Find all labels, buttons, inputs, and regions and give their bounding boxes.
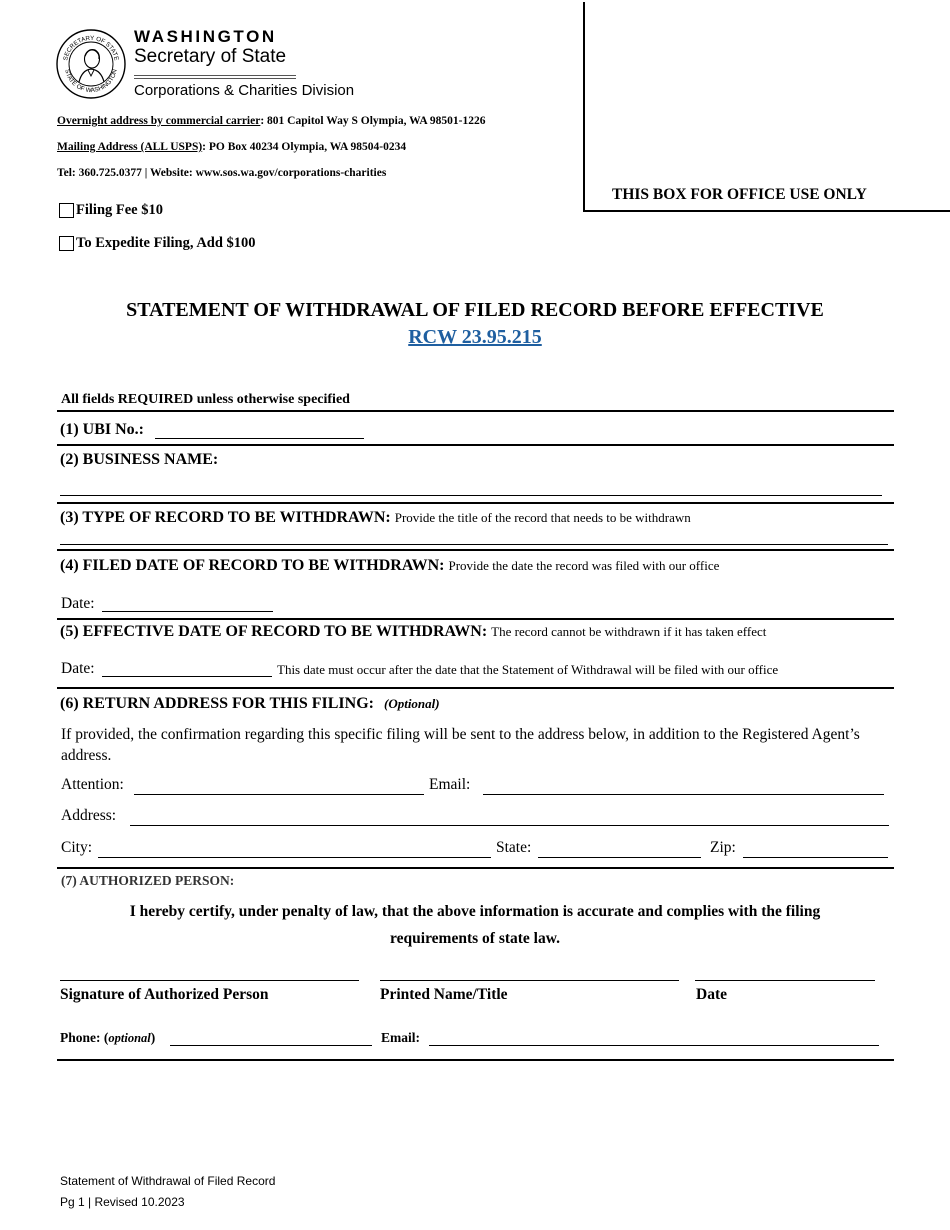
state-label: State: [496, 839, 532, 856]
filed-date-note: Provide the date the record was filed with our office [448, 558, 720, 573]
address-input[interactable] [130, 825, 889, 826]
expedite-label: To Expedite Filing, Add $100 [76, 235, 256, 251]
required-note: All fields REQUIRED unless otherwise specified [61, 392, 350, 407]
section-rule [57, 410, 894, 412]
sig-date-label: Date [696, 986, 727, 1003]
signature-input[interactable] [60, 980, 359, 981]
zip-input[interactable] [743, 857, 888, 858]
business-name-label: (2) BUSINESS NAME: [60, 451, 219, 468]
record-type-row [60, 509, 691, 527]
effective-date-label: (5) EFFECTIVE DATE OF RECORD TO BE WITHDRAWN: [60, 623, 488, 640]
effective-date-hint: This date must occur after the date that the Statement of Withdrawal will be filed with our office [277, 662, 779, 677]
org-divider [134, 78, 296, 79]
section-rule [57, 502, 894, 504]
phone-label-row [60, 1030, 155, 1046]
section-rule [57, 444, 894, 446]
filed-date-row [60, 557, 719, 575]
effective-date-date-label: Date: [61, 660, 95, 677]
effective-date-note: The record cannot be withdrawn if it has taken effect [491, 624, 767, 639]
ubi-label: (1) UBI No.: [60, 421, 144, 438]
business-name-input[interactable] [60, 495, 882, 496]
expedite-checkbox[interactable] [59, 236, 74, 251]
svg-text:STATE OF WASHINGTON: STATE OF WASHINGTON [63, 68, 119, 95]
record-type-note: Provide the title of the record that needs to be withdrawn [394, 510, 691, 525]
office-box-border [583, 2, 585, 211]
rcw-link[interactable]: RCW 23.95.215 [408, 326, 542, 348]
phone-label: Phone: ( [60, 1030, 109, 1045]
office-box-label: THIS BOX FOR OFFICE USE ONLY [612, 186, 867, 203]
city-label: City: [61, 839, 93, 856]
record-type-label: (3) TYPE OF RECORD TO BE WITHDRAWN: [60, 509, 391, 526]
return-address-info: If provided, the confirmation regarding this specific filing will be sent to the address below, in addition to the Registered Agent’s address. [61, 726, 860, 764]
record-type-input[interactable] [60, 544, 888, 545]
org-division: Corporations & Charities Division [134, 82, 355, 99]
expedite-row [59, 235, 256, 252]
city-input[interactable] [98, 857, 491, 858]
org-divider [134, 75, 296, 76]
sig-email-label: Email: [381, 1030, 420, 1045]
attention-input[interactable] [134, 794, 424, 795]
filed-date-date-label: Date: [61, 595, 95, 612]
address-label: Address: [61, 807, 117, 824]
contact-line: Tel: 360.725.0377 | Website: www.sos.wa.gov/corporations-charities [57, 167, 387, 179]
form-title: STATEMENT OF WITHDRAWAL OF FILED RECORD BEFORE EFFECTIVE [126, 299, 824, 321]
overnight-address-label: Overnight address by commercial carrier [57, 115, 261, 127]
state-input[interactable] [538, 857, 701, 858]
attention-label: Attention: [61, 776, 124, 793]
printed-name-input[interactable] [380, 980, 679, 981]
org-subtitle: Secretary of State [134, 46, 287, 67]
section-rule [57, 1059, 894, 1061]
footer-doc-name: Statement of Withdrawal of Filed Record [60, 1174, 276, 1188]
filing-fee-row [59, 202, 163, 219]
return-address-optional: (Optional) [383, 696, 440, 711]
footer-page-info: Pg 1 | Revised 10.2023 [60, 1195, 185, 1209]
return-address-row [60, 695, 440, 713]
svg-text:SECRETARY OF STATE: SECRETARY OF STATE [62, 34, 120, 62]
authorized-person-label: (7) AUTHORIZED PERSON: [61, 873, 235, 888]
overnight-address [57, 115, 485, 127]
phone-label-close: ) [150, 1030, 156, 1045]
return-address-label: (6) RETURN ADDRESS FOR THIS FILING: [60, 695, 374, 712]
printed-name-label: Printed Name/Title [380, 986, 508, 1003]
phone-input[interactable] [170, 1045, 372, 1046]
office-box-border [583, 210, 950, 212]
filing-fee-label: Filing Fee $10 [76, 202, 163, 218]
section-rule [57, 687, 894, 689]
sig-date-input[interactable] [695, 980, 875, 981]
ubi-input[interactable] [155, 438, 364, 439]
zip-label: Zip: [710, 839, 736, 856]
certify-statement: I hereby certify, under penalty of law, that the above information is accurate and complies with the filing requirements of state law. [129, 903, 821, 947]
filing-fee-checkbox[interactable] [59, 203, 74, 218]
mailing-address-value: : PO Box 40234 Olympia, WA 98504-0234 [202, 141, 407, 153]
effective-date-input[interactable] [102, 676, 272, 677]
section-rule [57, 867, 894, 869]
sig-email-input[interactable] [429, 1045, 879, 1046]
section-rule [57, 618, 894, 620]
effective-date-row [60, 623, 766, 641]
mailing-address [57, 141, 406, 153]
org-title: WASHINGTON [134, 27, 277, 46]
filed-date-input[interactable] [102, 611, 273, 612]
washington-seal-logo [55, 28, 127, 100]
email-label: Email: [429, 776, 471, 793]
email-input[interactable] [483, 794, 884, 795]
signature-label: Signature of Authorized Person [60, 986, 269, 1003]
section-rule [57, 549, 894, 551]
mailing-address-label: Mailing Address (ALL USPS) [57, 141, 203, 153]
filed-date-label: (4) FILED DATE OF RECORD TO BE WITHDRAWN: [60, 557, 445, 574]
phone-optional: optional [108, 1031, 151, 1045]
overnight-address-value: : 801 Capitol Way S Olympia, WA 98501-1226 [260, 115, 486, 127]
